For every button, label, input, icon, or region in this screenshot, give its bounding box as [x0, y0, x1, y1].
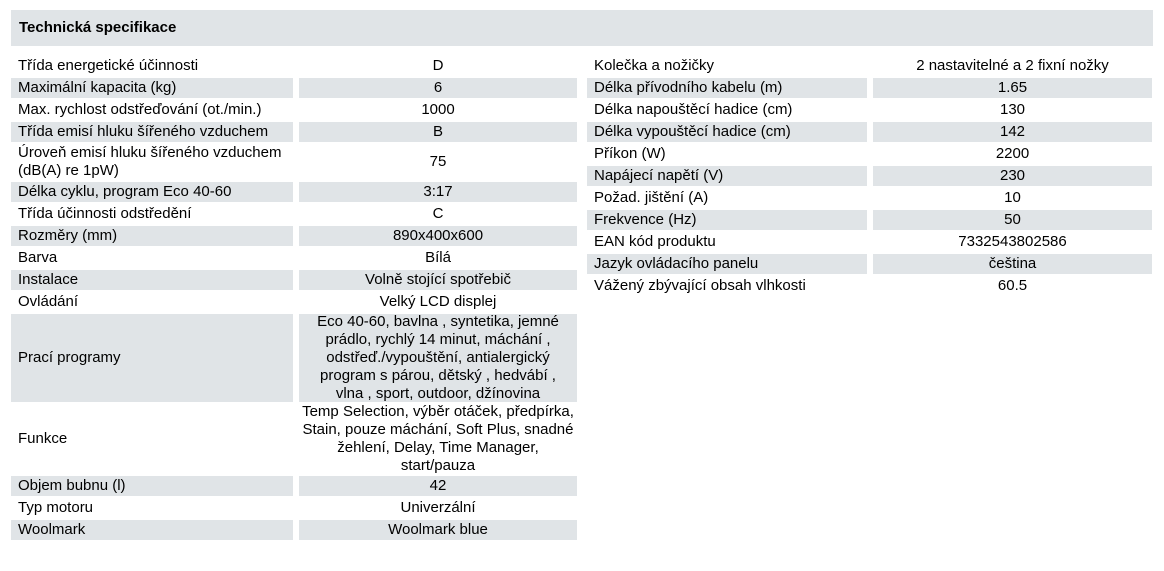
spec-value: 142 — [873, 122, 1152, 142]
spec-row — [587, 232, 1152, 252]
spec-row — [11, 270, 577, 290]
spec-value: 230 — [873, 166, 1152, 186]
spec-label: Typ motoru — [18, 499, 94, 516]
spec-value: C — [432, 205, 444, 222]
spec-row — [587, 166, 1152, 186]
spec-row — [11, 404, 577, 474]
spec-label: Instalace — [11, 270, 293, 290]
spec-row — [587, 188, 1152, 208]
spec-row — [11, 56, 577, 76]
spec-value: 10 — [1004, 189, 1021, 206]
spec-value: 6 — [299, 78, 577, 98]
spec-value: 75 — [429, 153, 447, 170]
spec-label: Maximální kapacita (kg) — [11, 78, 293, 98]
spec-row — [11, 248, 577, 268]
spec-row — [11, 144, 577, 180]
spec-row — [587, 100, 1152, 120]
spec-value: Temp Selection, výběr otáček, předpírka, Stain, pouze máchání, Soft Plus, snadné žehlení, Delay, Time Manager, start/pauza — [302, 403, 574, 474]
spec-table-left — [11, 56, 577, 542]
spec-table-right — [587, 56, 1152, 298]
spec-value: 7332543802586 — [958, 233, 1067, 250]
spec-value: 130 — [999, 101, 1026, 118]
spec-label: Délka cyklu, program Eco 40-60 — [11, 182, 293, 202]
spec-label: Funkce — [18, 430, 68, 447]
spec-value: čeština — [873, 254, 1152, 274]
spec-label: Úroveň emisí hluku šířeného vzduchem (dB(A) re 1pW) — [18, 144, 282, 179]
spec-value: Bílá — [425, 249, 451, 266]
spec-value: Eco 40-60, bavlna , syntetika, jemné prádlo, rychlý 14 minut, máchání , odstřeď./vypouštění, antialergický program s párou, dětský , hedvábí , vlna , sport, outdoor, džínovina — [299, 314, 577, 402]
spec-label: Prací programy — [11, 314, 293, 402]
spec-label: Třída energetické účinnosti — [18, 57, 199, 74]
spec-label: Třída emisí hluku šířeného vzduchem — [11, 122, 293, 142]
spec-value: Volně stojící spotřebič — [299, 270, 577, 290]
spec-label: Barva — [18, 249, 58, 266]
spec-label: Délka napouštěcí hadice (cm) — [594, 101, 793, 118]
spec-value: 1.65 — [873, 78, 1152, 98]
spec-value: Woolmark blue — [299, 520, 577, 540]
spec-row — [11, 122, 577, 142]
spec-value: 3:17 — [299, 182, 577, 202]
spec-label: Rozměry (mm) — [11, 226, 293, 246]
spec-value: 50 — [873, 210, 1152, 230]
spec-row — [11, 182, 577, 202]
spec-value: 2 nastavitelné a 2 fixní nožky — [916, 57, 1109, 74]
spec-label: Požad. jištění (A) — [594, 189, 709, 206]
spec-label: Frekvence (Hz) — [587, 210, 867, 230]
spec-label: Délka přívodního kabelu (m) — [587, 78, 867, 98]
spec-label: Jazyk ovládacího panelu — [587, 254, 867, 274]
spec-row — [587, 276, 1152, 296]
spec-label: Woolmark — [11, 520, 293, 540]
spec-row — [11, 100, 577, 120]
spec-value: 42 — [299, 476, 577, 496]
spec-label: Max. rychlost odstřeďování (ot./min.) — [18, 101, 262, 118]
spec-value: 2200 — [995, 145, 1030, 162]
spec-label: Třída účinnosti odstředění — [18, 205, 192, 222]
spec-label: Napájecí napětí (V) — [587, 166, 867, 186]
spec-value: 1000 — [421, 101, 455, 118]
spec-label: Vážený zbývající obsah vlhkosti — [594, 277, 806, 294]
spec-row — [11, 204, 577, 224]
spec-row — [587, 56, 1152, 76]
spec-value: 890x400x600 — [299, 226, 577, 246]
spec-label: Příkon (W) — [594, 145, 666, 162]
spec-row — [11, 292, 577, 312]
spec-value: 60.5 — [997, 277, 1028, 294]
spec-value: Univerzální — [400, 499, 476, 516]
spec-label: Kolečka a nožičky — [594, 57, 715, 74]
spec-header — [11, 10, 1153, 46]
spec-row — [587, 122, 1152, 142]
spec-value: B — [299, 122, 577, 142]
spec-label: Objem bubnu (l) — [11, 476, 293, 496]
spec-row — [11, 78, 577, 98]
spec-row — [11, 498, 577, 518]
spec-row — [11, 476, 577, 496]
spec-value: D — [432, 57, 444, 74]
spec-value: Velký LCD displej — [379, 293, 497, 310]
spec-row — [587, 210, 1152, 230]
spec-row — [11, 314, 577, 402]
spec-row — [11, 520, 577, 540]
spec-row — [587, 254, 1152, 274]
spec-label: Délka vypouštěcí hadice (cm) — [587, 122, 867, 142]
spec-label: EAN kód produktu — [594, 233, 716, 250]
spec-row — [587, 144, 1152, 164]
spec-label: Ovládání — [18, 293, 79, 310]
spec-row — [11, 226, 577, 246]
spec-row — [587, 78, 1152, 98]
page-title: Technická specifikace — [19, 19, 177, 36]
